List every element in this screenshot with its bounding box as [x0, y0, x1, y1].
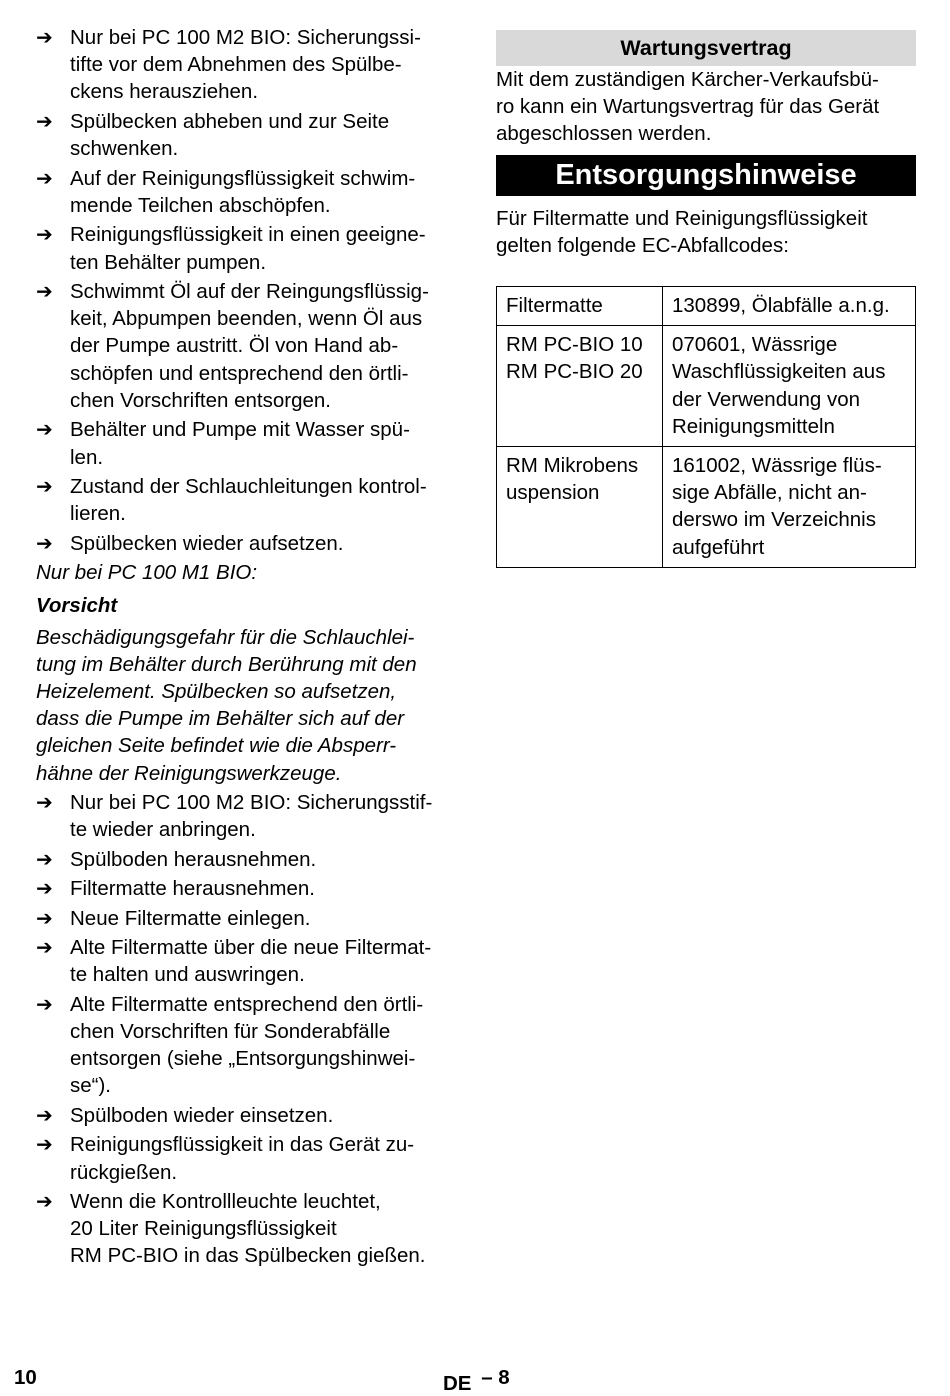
step-text-line: Zustand der Schlauchleitungen kontrol-	[70, 475, 427, 499]
step-text-line: chen Vorschriften entsorgen.	[70, 388, 331, 412]
right-column	[496, 30, 916, 568]
arrow-right-icon: ➔	[36, 474, 53, 499]
step-item	[36, 1188, 460, 1270]
arrow-right-icon: ➔	[36, 789, 53, 814]
table-row	[497, 287, 916, 326]
steps-list-a	[36, 24, 460, 557]
section-page-label	[443, 1366, 510, 1396]
step-item	[36, 24, 460, 106]
caution-line: gleichen Seite befindet wie die Absperr-	[36, 734, 397, 758]
step-text-line: len.	[70, 445, 104, 469]
step-text-line: Neue Filtermatte einlegen.	[70, 906, 311, 930]
arrow-right-icon: ➔	[36, 25, 53, 49]
step-item	[36, 108, 460, 162]
step-text-line: 20 Liter Reinigungsflüssigkeit	[70, 1217, 337, 1241]
arrow-right-icon: ➔	[36, 1132, 53, 1157]
maintenance-line: ro kann ein Wartungsvertrag für das Gerät	[496, 95, 880, 119]
step-item	[36, 165, 460, 219]
step-text-line: Auf der Reinigungsflüssigkeit schwim-	[70, 166, 416, 190]
step-text-line: schwenken.	[70, 137, 179, 161]
arrow-right-icon: ➔	[36, 991, 53, 1016]
cell-line: 161002, Wässrige flüs-	[672, 454, 882, 478]
table-row	[497, 447, 916, 568]
step-text-line: te wieder anbringen.	[70, 818, 256, 842]
maintenance-heading: Wartungsvertrag	[496, 30, 916, 66]
caution-text	[36, 624, 460, 787]
cell-line: Filtermatte	[506, 294, 603, 318]
waste-item-cell	[497, 447, 663, 568]
page-number: 10	[14, 1366, 37, 1389]
step-text-line: Schwimmt Öl auf der Reingungsflüssig-	[70, 280, 429, 304]
step-text-line: Alte Filtermatte entsprechend den örtli-	[70, 992, 424, 1016]
section-page-number: – 8	[481, 1366, 510, 1389]
caution-line: hähne der Reinigungswerkzeuge.	[36, 761, 342, 785]
arrow-right-icon: ➔	[36, 935, 53, 960]
step-item	[36, 934, 460, 988]
disposal-text	[496, 205, 916, 259]
maintenance-text	[496, 66, 916, 148]
step-item	[36, 416, 460, 470]
disposal-line: gelten folgende EC-Abfallcodes:	[496, 233, 789, 257]
arrow-right-icon: ➔	[36, 279, 53, 304]
step-text-line: lieren.	[70, 502, 126, 526]
waste-item-cell	[497, 326, 663, 447]
arrow-right-icon: ➔	[36, 1102, 53, 1127]
cell-line: Reinigungsmitteln	[672, 414, 835, 438]
cell-line: RM PC-BIO 20	[506, 360, 643, 384]
left-column	[36, 24, 460, 1272]
step-text-line: te halten und auswringen.	[70, 963, 305, 987]
step-text-line: Nur bei PC 100 M2 BIO: Sicherungssi-	[70, 26, 421, 49]
step-text-line: der Pumpe austritt. Öl von Hand ab-	[70, 334, 399, 358]
step-text-line: ckens herausziehen.	[70, 80, 259, 104]
arrow-right-icon: ➔	[36, 108, 53, 133]
step-text-line: chen Vorschriften für Sonderabfälle	[70, 1019, 391, 1043]
step-text-line: se“).	[70, 1074, 111, 1098]
cell-line: 130899, Ölabfälle a.n.g.	[672, 294, 890, 318]
cell-line: Waschflüssigkeiten aus	[672, 360, 886, 384]
steps-list-b	[36, 789, 460, 1270]
step-text-line: mende Teilchen abschöpfen.	[70, 193, 331, 217]
step-text-line: Nur bei PC 100 M2 BIO: Sicherungsstif-	[70, 790, 433, 814]
waste-code-cell	[663, 447, 916, 568]
step-text-line: entsorgen (siehe „Entsorgungshinwei-	[70, 1047, 416, 1071]
step-text-line: Spülboden wieder einsetzen.	[70, 1103, 334, 1127]
step-text-line: Spülbecken wieder aufsetzen.	[70, 531, 344, 555]
step-item	[36, 473, 460, 527]
waste-code-table	[496, 286, 916, 568]
step-text-line: Spülboden herausnehmen.	[70, 847, 317, 871]
step-text-line: Alte Filtermatte über die neue Filtermat-	[70, 936, 432, 960]
step-item	[36, 1131, 460, 1185]
caution-line: Heizelement. Spülbecken so aufsetzen,	[36, 680, 397, 704]
arrow-right-icon: ➔	[36, 417, 53, 442]
caution-line: dass die Pumpe im Behälter sich auf der	[36, 707, 405, 731]
step-text-line: schöpfen und entsprechend den örtli-	[70, 361, 409, 385]
step-item	[36, 530, 460, 557]
arrow-right-icon: ➔	[36, 530, 53, 555]
step-item	[36, 1102, 460, 1129]
step-item	[36, 905, 460, 932]
step-text-line: keit, Abpumpen beenden, wenn Öl aus	[70, 307, 423, 331]
cell-line: sige Abfälle, nicht an-	[672, 481, 867, 505]
step-text-line: Reinigungsflüssigkeit in das Gerät zu-	[70, 1133, 415, 1157]
step-item	[36, 991, 460, 1100]
cell-line: RM PC-BIO 10	[506, 333, 643, 357]
cell-line: uspension	[506, 481, 600, 505]
step-text-line: tifte vor dem Abnehmen des Spülbe-	[70, 53, 402, 77]
step-text-line: ten Behälter pumpen.	[70, 250, 267, 274]
arrow-right-icon: ➔	[36, 905, 53, 930]
waste-item-cell	[497, 287, 663, 326]
arrow-right-icon: ➔	[36, 876, 53, 901]
model-note: Nur bei PC 100 M1 BIO:	[36, 561, 258, 585]
disposal-heading: Entsorgungshinweise	[496, 155, 916, 196]
arrow-right-icon: ➔	[36, 1189, 53, 1214]
step-item	[36, 846, 460, 873]
arrow-right-icon: ➔	[36, 165, 53, 190]
waste-code-cell	[663, 326, 916, 447]
step-text-line: rückgießen.	[70, 1160, 178, 1184]
language-code: DE	[443, 1372, 472, 1395]
cell-line: derswo im Verzeichnis	[672, 508, 876, 532]
cell-line: der Verwendung von	[672, 387, 861, 411]
caution-line: Beschädigungsgefahr für die Schlauchlei-	[36, 625, 415, 649]
step-text-line: Reinigungsflüssigkeit in einen geeigne-	[70, 223, 426, 247]
arrow-right-icon: ➔	[36, 222, 53, 247]
step-item	[36, 789, 460, 843]
cell-line: 070601, Wässrige	[672, 333, 838, 357]
step-text-line: Spülbecken abheben und zur Seite	[70, 109, 390, 133]
step-text-line: RM PC-BIO in das Spülbecken gießen.	[70, 1244, 426, 1268]
disposal-line: Für Filtermatte und Reinigungsflüssigkeit	[496, 206, 868, 230]
step-text-line: Filtermatte herausnehmen.	[70, 877, 315, 901]
maintenance-line: Mit dem zuständigen Kärcher-Verkaufsbü-	[496, 68, 879, 91]
caution-line: tung im Behälter durch Berührung mit den	[36, 652, 417, 676]
step-item	[36, 875, 460, 902]
caution-heading: Vorsicht	[36, 594, 118, 618]
step-item	[36, 278, 460, 414]
table-row	[497, 326, 916, 447]
cell-line: aufgeführt	[672, 535, 765, 559]
arrow-right-icon: ➔	[36, 846, 53, 871]
step-text-line: Wenn die Kontrollleuchte leuchtet,	[70, 1190, 381, 1214]
step-item	[36, 221, 460, 275]
cell-line: RM Mikrobens	[506, 454, 639, 478]
waste-code-cell	[663, 287, 916, 326]
maintenance-line: abgeschlossen werden.	[496, 122, 712, 146]
step-text-line: Behälter und Pumpe mit Wasser spü-	[70, 418, 410, 442]
